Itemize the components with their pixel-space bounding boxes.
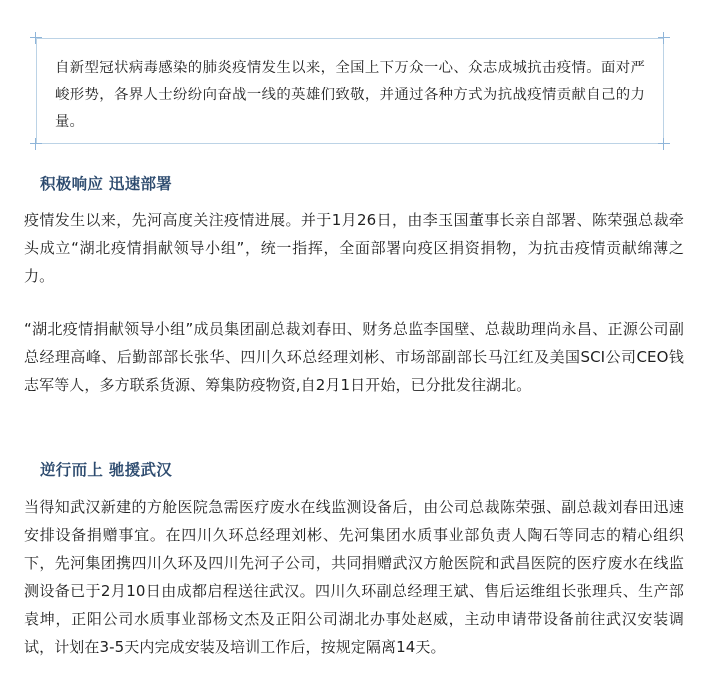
- section1-paragraph-1: 疫情发生以来，先河高度关注疫情进展。并于1月26日，由李玉国董事长亲自部署、陈荣强总裁牵头成立“湖北疫情捐献领导小组”，统一指挥，全面部署向疫区捐资捐物，为抗击疫情贡献绵薄之力。: [24, 211, 684, 285]
- corner-mark-top-left: [30, 32, 42, 44]
- section-heading-aid-wuhan: 逆行而上 驰援武汉: [40, 461, 173, 479]
- corner-mark-bottom-right: [658, 138, 670, 150]
- corner-mark-bottom-left: [30, 138, 42, 150]
- corner-mark-top-right: [658, 32, 670, 44]
- section1-paragraph-2: “湖北疫情捐献领导小组”成员集团副总裁刘春田、财务总监李国壁、总裁助理尚永昌、正源公司副总经理高峰、后勤部部长张华、四川久环总经理刘彬、市场部副部长马江红及美国SCI公司CEO钱志军等人，多方联系货源、筹集防疫物资,自2月1日开始，已分批发往湖北。: [24, 320, 684, 394]
- intro-text: 自新型冠状病毒感染的肺炎疫情发生以来，全国上下万众一心、众志成城抗击疫情。面对严峻形势，各界人士纷纷向奋战一线的英雄们致敬，并通过各种方式为抗战疫情贡献自己的力量。: [55, 60, 645, 130]
- section-heading-respond: 积极响应 迅速部署: [40, 175, 173, 193]
- intro-box: [36, 38, 664, 144]
- section2-paragraph-1: 当得知武汉新建的方舱医院急需医疗废水在线监测设备后，由公司总裁陈荣强、副总裁刘春田迅速安排设备捐赠事宜。在四川久环总经理刘彬、先河集团水质事业部负责人陶石等同志的精心组织下，先河集团携四川久环及四川先河子公司，共同捐赠武汉方舱医院和武昌医院的医疗废水在线监测设备已于2月10日由成都启程送往武汉。四川久环副总经理王斌、售后运维组长张理兵、生产部袁坤，正阳公司水质事业部杨文杰及正阳公司湖北办事处赵威，主动申请带设备前往武汉安装调试，计划在3-5天内完成安装及培训工作后，按规定隔离14天。: [24, 498, 684, 656]
